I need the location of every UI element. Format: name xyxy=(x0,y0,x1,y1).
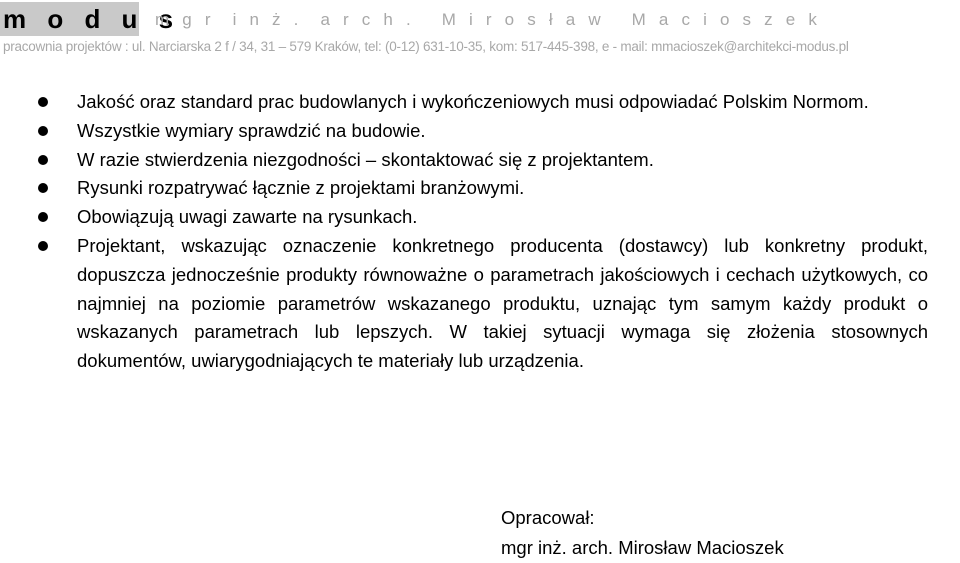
note-text: Wszystkie wymiary sprawdzić na budowie. xyxy=(77,119,426,141)
firm-address: pracownia projektów : ul. Narciarska 2 f / 34, 31 – 579 Kraków, tel: (0-12) 631-10-35, kom: 517-445-398, e - mail: mmacioszek@architekci-modus.pl xyxy=(3,39,849,54)
list-item xyxy=(0,203,960,232)
letterhead xyxy=(0,0,960,62)
bullet-icon xyxy=(38,241,48,251)
firm-name: m g r i n ż . a r c h . M i r o s ł a w M a c i o s z e k xyxy=(155,10,822,29)
signature-label: Opracował: xyxy=(501,507,595,528)
note-text: Jakość oraz standard prac budowlanych i wykończeniowych musi odpowiadać Polskim Normom. xyxy=(77,91,869,112)
bullet-icon xyxy=(38,97,48,107)
signature-block xyxy=(501,503,784,563)
list-item xyxy=(0,88,960,117)
notes-list xyxy=(0,88,960,376)
note-text: Obowiązują uwagi zawarte na rysunkach. xyxy=(77,206,418,228)
bullet-icon xyxy=(38,126,48,136)
list-item xyxy=(0,117,960,146)
bullet-icon xyxy=(38,212,48,222)
bullet-icon xyxy=(38,183,48,193)
note-text: Projektant, wskazując oznaczenie konkretnego producenta (dostawcy) lub konkretny produkt, dopuszcza jednocześnie produkty równoważne o parametrach jakościowych i cechach użytkowych, co najmniej na poziomie parametrów wskazanego produktu, uznając tym samym każdy produkt o wskazanych parametrach lub lepszych. W takiej sytuacji wymaga się złożenia stosownych dokumentów, uwiarygodniających te materiały lub urządzenia. xyxy=(77,234,928,372)
logo-box xyxy=(0,2,181,36)
list-item xyxy=(0,232,960,376)
note-text: Rysunki rozpatrywać łącznie z projektami branżowymi. xyxy=(77,177,525,199)
signature-name: mgr inż. arch. Mirosław Macioszek xyxy=(501,537,784,558)
logo: m o d u s xyxy=(3,4,181,34)
list-item xyxy=(0,146,960,175)
note-text: W razie stwierdzenia niezgodności – skontaktować się z projektantem. xyxy=(77,148,654,170)
list-item xyxy=(0,174,960,203)
bullet-icon xyxy=(38,155,48,165)
